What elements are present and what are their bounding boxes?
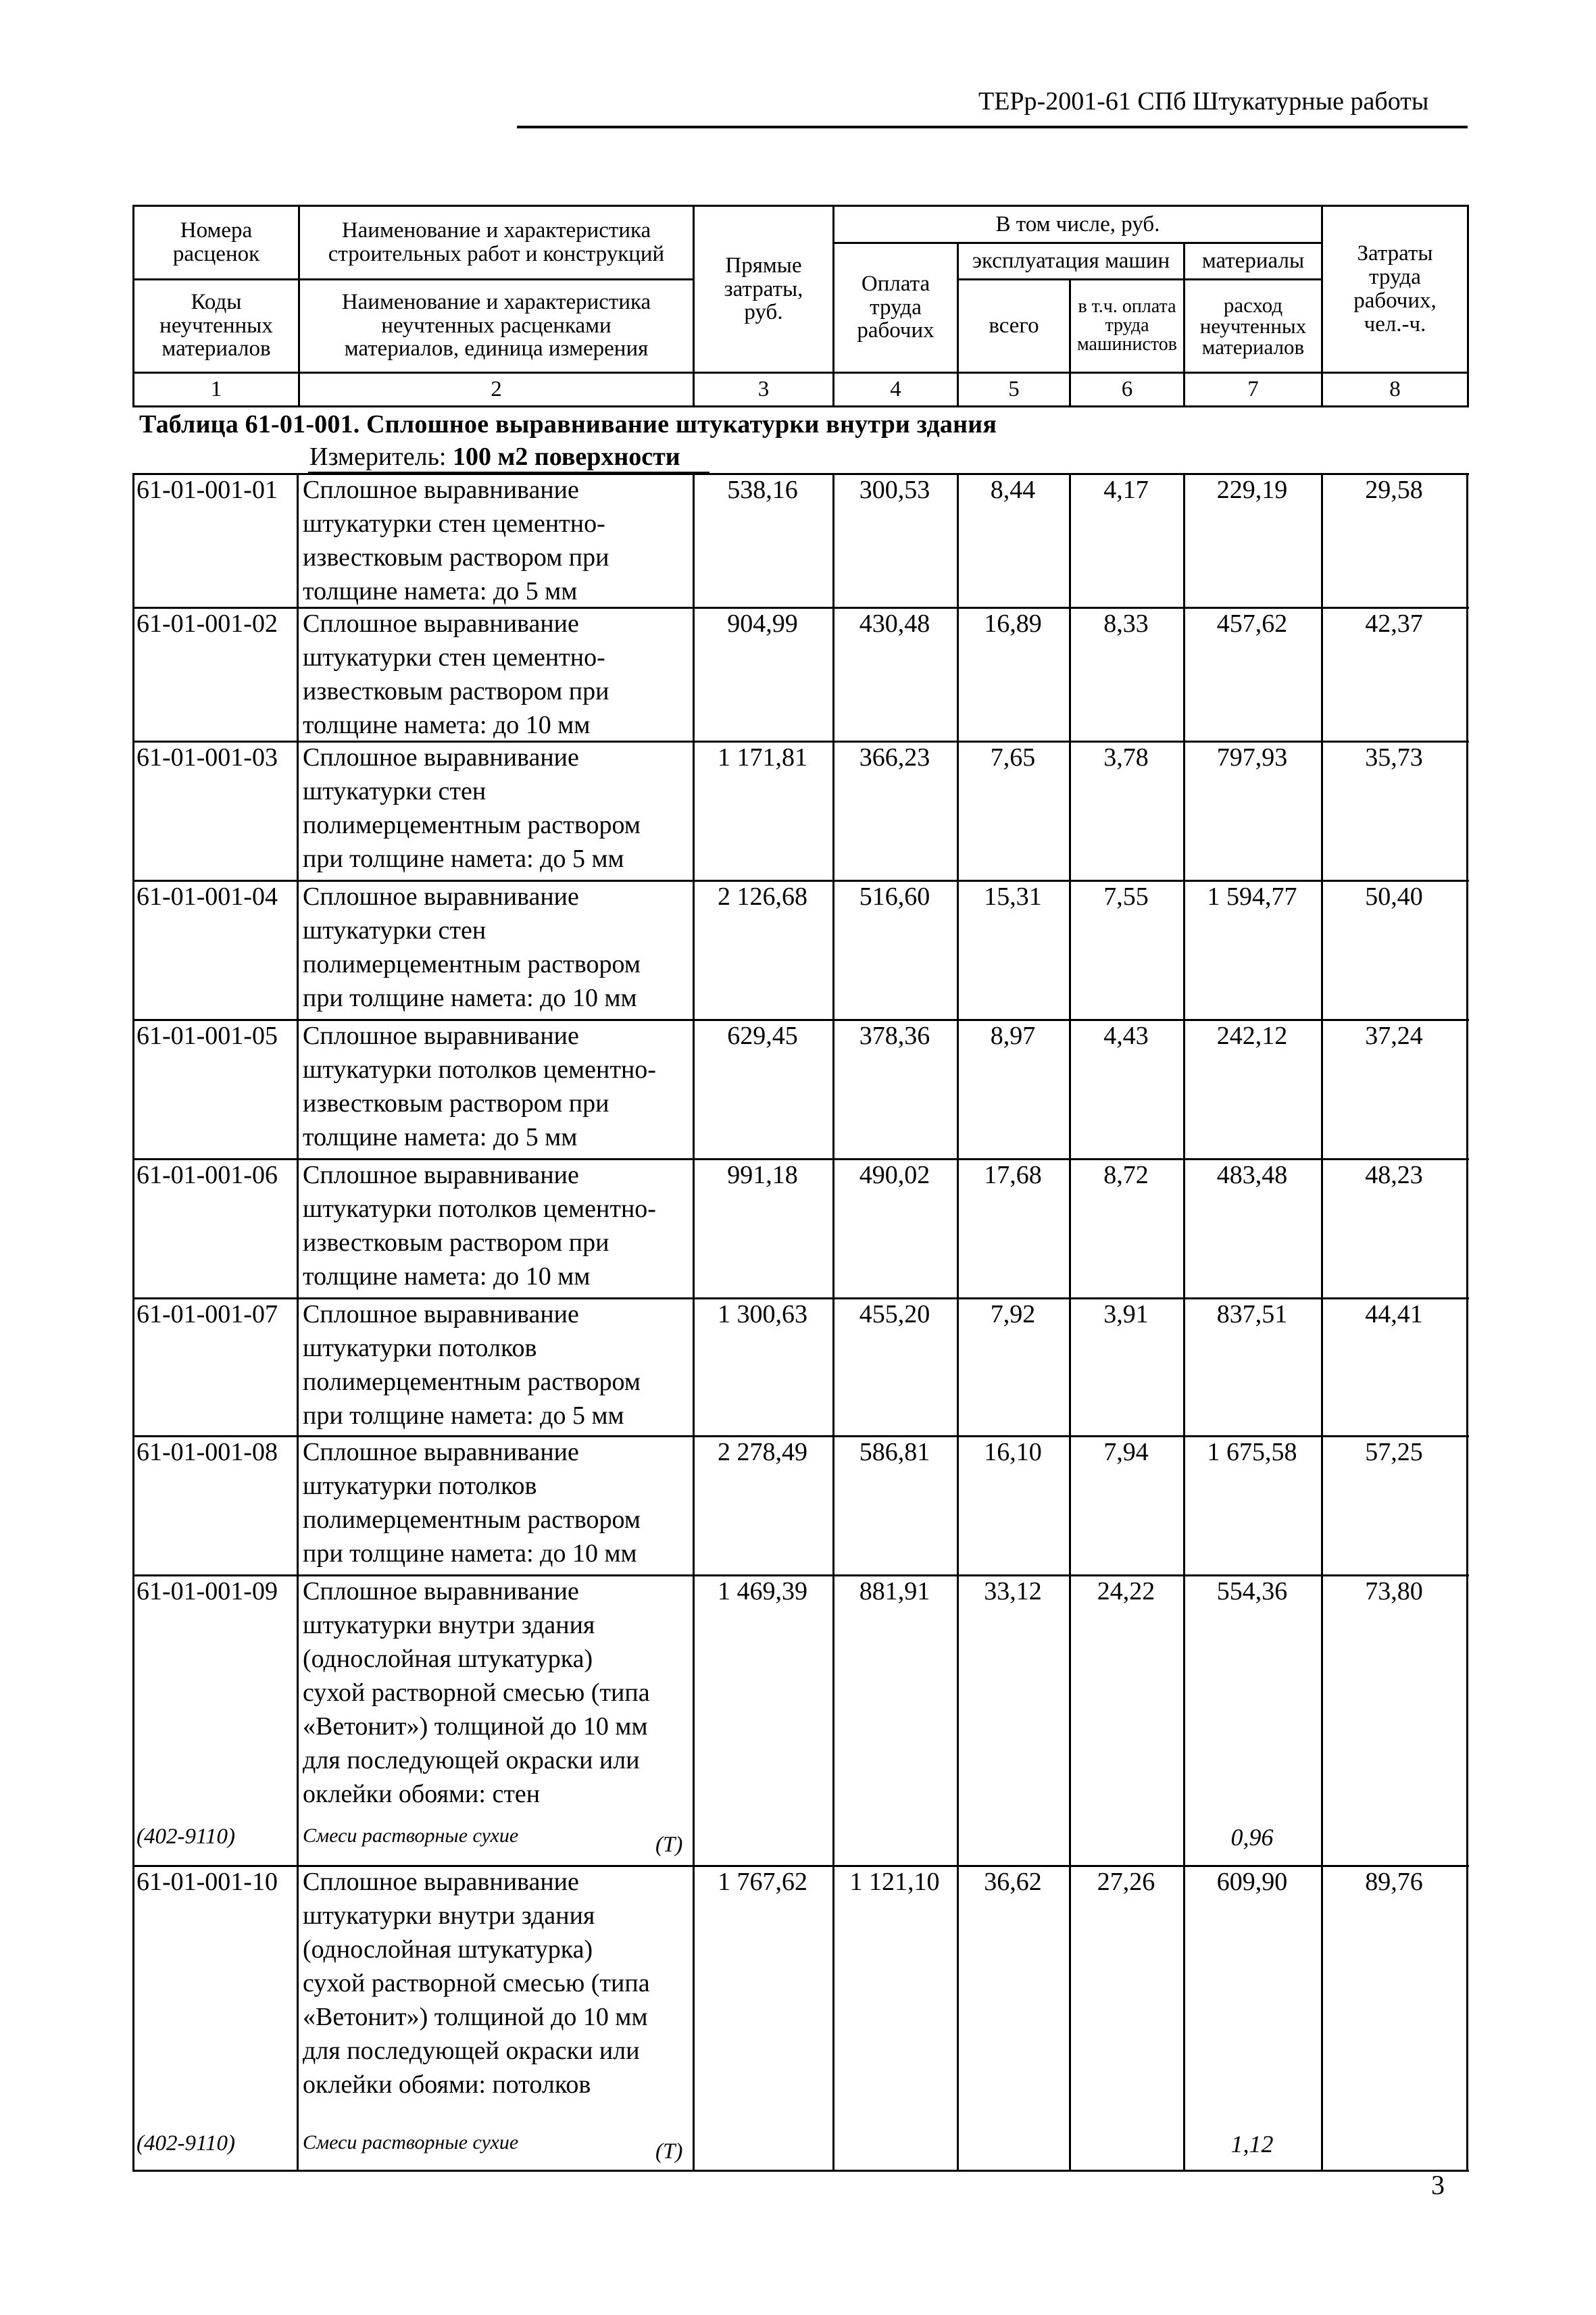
meter [309, 442, 680, 472]
description-line: толщине намета: до 10 мм [303, 1262, 591, 1291]
description-line: штукатурки внутри здания [303, 1611, 595, 1639]
value-operators: 7,55 [1103, 882, 1149, 911]
value-labor: 430,48 [859, 609, 930, 638]
rate-code: 61-01-001-08 [136, 1438, 278, 1466]
description-line: оклейки обоями: стен [303, 1780, 541, 1808]
description-line: Сплошное выравнивание [303, 1577, 579, 1605]
table-row [132, 1865, 1469, 2172]
description-line: сухой растворной смесью (типа [303, 1678, 650, 1707]
description-line: известковым раствором при [303, 677, 609, 705]
header-col1-top: Номера расценок [172, 218, 260, 266]
meter-label: Измеритель: [309, 443, 447, 471]
description-line: толщине намета: до 5 мм [303, 1123, 578, 1151]
value-hours: 37,24 [1365, 1022, 1423, 1050]
header-col8: Затраты труда рабочих, чел.-ч. [1353, 241, 1437, 337]
description-line: толщине намета: до 10 мм [303, 711, 591, 739]
header-materials-group: материалы [1201, 248, 1305, 273]
description-line: штукатурки потолков [303, 1472, 537, 1500]
description-line: (однослойная штукатурка) [303, 1935, 593, 1964]
rate-code: 61-01-001-02 [136, 609, 278, 638]
value-operators: 24,22 [1097, 1577, 1155, 1605]
value-hours: 50,40 [1365, 882, 1423, 911]
work-description [303, 473, 609, 608]
description-line: штукатурки стен цементно- [303, 643, 605, 672]
value-direct: 1 171,81 [718, 743, 807, 772]
value-machines: 16,89 [984, 609, 1042, 638]
table-title: Таблица 61-01-001. Сплошное выравнивание штукатурки внутри здания [139, 410, 997, 439]
value-labor: 586,81 [859, 1438, 930, 1466]
header-col3: Прямые затраты, руб. [724, 253, 803, 325]
description-line: при толщине намета: до 5 мм [303, 845, 624, 873]
material-name: Смеси растворные сухие [303, 2131, 519, 2154]
value-operators: 3,91 [1103, 1300, 1149, 1328]
value-materials: 483,48 [1216, 1161, 1288, 1189]
value-hours: 48,23 [1365, 1161, 1423, 1189]
work-description [303, 1865, 650, 2101]
header-col5: всего [989, 313, 1039, 338]
description-line: «Ветонит») толщиной до 10 мм [303, 1712, 648, 1741]
col-number-2: 2 [491, 376, 502, 401]
description-line: Сплошное выравнивание [303, 1868, 579, 1896]
description-line: оклейки обоями: потолков [303, 2070, 591, 2099]
value-labor: 300,53 [859, 476, 930, 504]
description-line: при толщине намета: до 5 мм [303, 1401, 624, 1430]
description-line: полимерцементным раствором [303, 811, 641, 839]
col-number-6: 6 [1121, 376, 1133, 401]
description-line: Сплошное выравнивание [303, 743, 579, 772]
header-col1-bottom: Коды неучтенных материалов [159, 289, 273, 362]
value-direct: 2 278,49 [718, 1438, 807, 1466]
description-line: полимерцементным раствором [303, 1505, 641, 1534]
description-line: Сплошное выравнивание [303, 1300, 579, 1328]
value-hours: 42,37 [1365, 609, 1423, 638]
table-row [132, 1158, 1469, 1297]
value-machines: 8,44 [990, 476, 1036, 504]
header-col7: расход неучтенных материалов [1199, 293, 1307, 359]
meter-value: 100 м2 поверхности [453, 443, 680, 471]
rate-code: 61-01-001-06 [136, 1161, 278, 1189]
description-line: Сплошное выравнивание [303, 882, 579, 911]
rate-code: 61-01-001-05 [136, 1022, 278, 1050]
header-rule [517, 126, 1468, 128]
value-direct: 904,99 [727, 609, 798, 638]
description-line: штукатурки стен [303, 916, 487, 945]
rate-code: 61-01-001-01 [136, 476, 278, 504]
work-description [303, 1297, 641, 1433]
value-hours: 57,25 [1365, 1438, 1423, 1466]
work-description [303, 1574, 650, 1811]
value-hours: 29,58 [1365, 476, 1423, 504]
header-col2-top: Наименование и характеристика строительных работ и конструкций [328, 218, 665, 266]
description-line: Сплошное выравнивание [303, 1438, 579, 1466]
table-header [132, 205, 1469, 407]
value-direct: 1 469,39 [718, 1577, 807, 1605]
value-labor: 490,02 [859, 1161, 930, 1189]
rate-code: 61-01-001-07 [136, 1300, 278, 1328]
value-machines: 33,12 [984, 1577, 1042, 1605]
work-description [303, 1435, 641, 1570]
description-line: известковым раствором при [303, 1228, 609, 1257]
description-line: Сплошное выравнивание [303, 609, 579, 638]
value-direct: 538,16 [727, 476, 798, 504]
col-number-4: 4 [890, 376, 901, 401]
description-line: штукатурки стен [303, 777, 487, 805]
value-machines: 36,62 [984, 1868, 1042, 1896]
work-description [303, 741, 641, 876]
description-line: штукатурки потолков цементно- [303, 1195, 656, 1223]
material-quantity: 1,12 [1230, 2131, 1274, 2158]
value-labor: 1 121,10 [849, 1868, 940, 1896]
description-line: для последующей окраски или [303, 1746, 640, 1774]
value-direct: 991,18 [727, 1161, 798, 1189]
table-row [132, 607, 1469, 741]
value-hours: 44,41 [1365, 1300, 1423, 1328]
value-direct: 1 767,62 [718, 1868, 807, 1896]
header-col2-bottom: Наименование и характеристика неучтенных расценками материалов, единица измерения [341, 289, 651, 362]
work-description [303, 880, 641, 1015]
value-direct: 2 126,68 [718, 882, 807, 911]
description-line: Сплошное выравнивание [303, 1022, 579, 1050]
value-materials: 837,51 [1216, 1300, 1288, 1328]
value-operators: 8,33 [1103, 609, 1149, 638]
description-line: штукатурки стен цементно- [303, 509, 605, 538]
description-line: при толщине намета: до 10 мм [303, 1539, 637, 1568]
value-materials: 1 594,77 [1207, 882, 1297, 911]
value-machines: 15,31 [984, 882, 1042, 911]
value-operators: 27,26 [1097, 1868, 1155, 1896]
value-materials: 242,12 [1216, 1022, 1288, 1050]
value-labor: 366,23 [859, 743, 930, 772]
description-line: Сплошное выравнивание [303, 476, 579, 504]
description-line: штукатурки потолков цементно- [303, 1055, 656, 1084]
description-line: «Ветонит») толщиной до 10 мм [303, 2003, 648, 2031]
value-materials: 797,93 [1216, 743, 1288, 772]
rate-code: 61-01-001-09 [136, 1577, 278, 1605]
running-header: ТЕРр-2001-61 СПб Штукатурные работы [978, 87, 1429, 116]
description-line: сухой растворной смесью (типа [303, 1969, 650, 1997]
value-machines: 16,10 [984, 1438, 1042, 1466]
value-materials: 554,36 [1216, 1577, 1288, 1605]
table-row [132, 1435, 1469, 1574]
work-description [303, 607, 609, 742]
col-number-8: 8 [1389, 376, 1401, 401]
table-row [132, 741, 1469, 880]
value-labor: 378,36 [859, 1022, 930, 1050]
description-line: при толщине намета: до 10 мм [303, 984, 637, 1012]
value-materials: 609,90 [1216, 1868, 1288, 1896]
col-number-1: 1 [210, 376, 222, 401]
value-machines: 8,97 [990, 1022, 1036, 1050]
table-row [132, 1574, 1469, 1865]
value-machines: 7,65 [990, 743, 1036, 772]
value-materials: 1 675,58 [1207, 1438, 1297, 1466]
material-unit: (Т) [655, 1833, 683, 1857]
description-line: известковым раствором при [303, 1089, 609, 1118]
value-hours: 73,80 [1365, 1577, 1423, 1605]
header-col6: в т.ч. оплата труда машинистов [1077, 296, 1177, 355]
description-line: штукатурки потолков [303, 1334, 537, 1362]
header-group-label: В том числе, руб. [995, 211, 1160, 237]
table-row [132, 1019, 1469, 1158]
rate-code: 61-01-001-10 [136, 1868, 278, 1896]
value-materials: 457,62 [1216, 609, 1288, 638]
value-operators: 8,72 [1103, 1161, 1149, 1189]
value-machines: 17,68 [984, 1161, 1042, 1189]
value-labor: 455,20 [859, 1300, 930, 1328]
value-operators: 3,78 [1103, 743, 1149, 772]
rate-code: 61-01-001-03 [136, 743, 278, 772]
value-hours: 89,76 [1365, 1868, 1423, 1896]
value-materials: 229,19 [1216, 476, 1288, 504]
value-labor: 881,91 [859, 1577, 930, 1605]
rate-code: 61-01-001-04 [136, 882, 278, 911]
col-number-7: 7 [1247, 376, 1259, 401]
description-line: известковым раствором при [303, 543, 609, 572]
page-number: 3 [1431, 2170, 1445, 2200]
value-operators: 4,17 [1103, 476, 1149, 504]
value-labor: 516,60 [859, 882, 930, 911]
table-body [132, 473, 1469, 2172]
col-number-3: 3 [757, 376, 770, 401]
material-code: (402-9110) [136, 1824, 236, 1849]
value-hours: 35,73 [1365, 743, 1423, 772]
description-line: для последующей окраски или [303, 2037, 640, 2065]
material-unit: (Т) [655, 2139, 683, 2164]
value-direct: 629,45 [727, 1022, 798, 1050]
value-machines: 7,92 [990, 1300, 1036, 1328]
description-line: штукатурки внутри здания [303, 1901, 595, 1930]
table-row [132, 880, 1469, 1019]
description-line: толщине намета: до 5 мм [303, 577, 578, 605]
col-number-5: 5 [1008, 376, 1020, 401]
value-direct: 1 300,63 [718, 1300, 807, 1328]
value-operators: 4,43 [1103, 1022, 1149, 1050]
description-line: полимерцементным раствором [303, 1368, 641, 1396]
work-description [303, 1158, 656, 1293]
value-operators: 7,94 [1103, 1438, 1149, 1466]
work-description [303, 1019, 656, 1154]
material-name: Смеси растворные сухие [303, 1824, 519, 1847]
header-machines-group: эксплуатация машин [972, 248, 1170, 273]
table-row [132, 473, 1469, 607]
header-col4: Оплата труда рабочих [857, 271, 934, 343]
table-row [132, 1297, 1469, 1435]
material-quantity: 0,96 [1230, 1824, 1274, 1851]
description-line: полимерцементным раствором [303, 950, 641, 978]
description-line: (однослойная штукатурка) [303, 1645, 593, 1673]
material-code: (402-9110) [136, 2131, 236, 2156]
description-line: Сплошное выравнивание [303, 1161, 579, 1189]
